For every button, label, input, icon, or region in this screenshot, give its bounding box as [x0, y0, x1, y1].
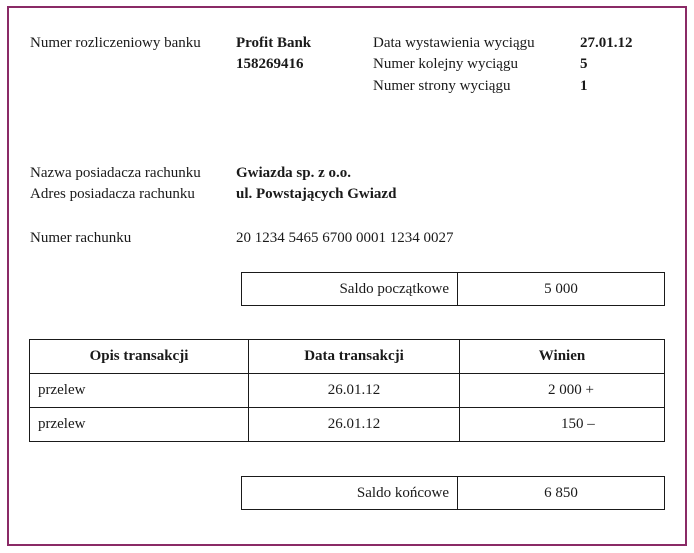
opening-balance-table [241, 272, 665, 306]
account-number: 20 1234 5465 6700 0001 1234 0027 [236, 230, 454, 246]
transaction-amount-text: 150 – [561, 416, 595, 432]
closing-balance-label: Saldo końcowe [242, 477, 458, 510]
page-number: 1 [580, 78, 588, 94]
column-header-date: Data transakcji [249, 340, 460, 374]
statement-number-label: Numer kolejny wyciągu [373, 56, 518, 72]
table-row [30, 408, 665, 442]
holder-name-label: Nazwa posiadacza rachunku [30, 165, 201, 181]
holder-address: ul. Powstających Gwiazd [236, 186, 397, 202]
issue-date-label: Data wystawienia wyciągu [373, 35, 535, 51]
holder-name: Gwiazda sp. z o.o. [236, 165, 352, 181]
opening-balance-label: Saldo początkowe [242, 273, 458, 306]
transactions-table [29, 339, 665, 442]
bank-number-label: Numer rozliczeniowy banku [30, 35, 201, 51]
holder-address-label: Adres posiadacza rachunku [30, 186, 195, 202]
closing-balance-table [241, 476, 665, 510]
bank-number: 158269416 [236, 56, 304, 72]
transaction-amount-text: 2 000 + [548, 382, 594, 398]
page-number-label: Numer strony wyciągu [373, 78, 511, 94]
bank-name: Profit Bank [236, 35, 312, 51]
table-header-row [30, 340, 665, 374]
table-row [30, 374, 665, 408]
column-header-debit: Winien [460, 340, 665, 374]
column-header-description: Opis transakcji [30, 340, 249, 374]
transaction-date: 26.01.12 [249, 408, 460, 442]
transaction-amount [460, 374, 665, 408]
transaction-amount [460, 408, 665, 442]
transaction-description: przelew [30, 374, 249, 408]
issue-date: 27.01.12 [580, 35, 633, 51]
opening-balance-value: 5 000 [458, 273, 665, 306]
transaction-date: 26.01.12 [249, 374, 460, 408]
account-number-label: Numer rachunku [30, 230, 132, 246]
statement-number: 5 [580, 56, 588, 72]
closing-balance-value: 6 850 [458, 477, 665, 510]
transaction-description: przelew [30, 408, 249, 442]
